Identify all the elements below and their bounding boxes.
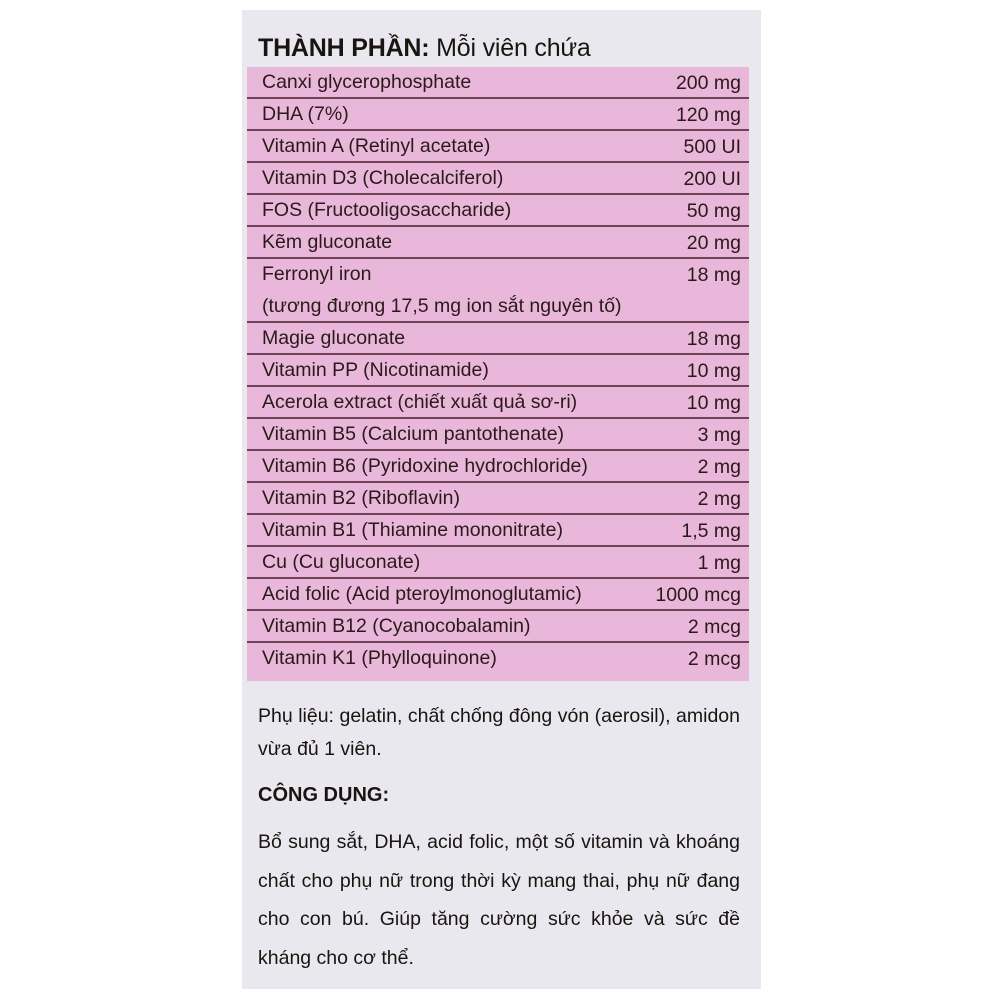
ingredient-row [247, 483, 749, 515]
ingredient-note: (tương đương 17,5 mg ion sắt nguyên tố) [262, 295, 622, 317]
ingredient-amount: 2 mcg [687, 616, 741, 638]
ingredient-amount: 10 mg [686, 360, 741, 382]
ingredient-name: Acid folic (Acid pteroylmonoglutamic) [262, 583, 582, 605]
ingredient-name: Vitamin A (Retinyl acetate) [262, 135, 491, 157]
ingredient-row [247, 99, 749, 131]
ingredient-name: Magie gluconate [262, 327, 406, 349]
ingredient-name: Kẽm gluconate [262, 231, 393, 253]
ingredient-name: DHA (7%) [262, 103, 349, 125]
ingredient-name: Vitamin K1 (Phylloquinone) [262, 647, 497, 669]
ingredient-name: Vitamin B1 (Thiamine mononitrate) [262, 519, 563, 541]
ingredient-amount: 18 mg [686, 328, 741, 350]
ingredient-amount: 1,5 mg [681, 520, 741, 542]
ingredient-row [247, 67, 749, 99]
label-card [242, 10, 761, 989]
ingredient-name: Vitamin B5 (Calcium pantothenate) [262, 423, 565, 445]
ingredients-table [247, 67, 749, 681]
ingredient-name: Ferronyl iron [262, 263, 372, 285]
ingredient-row [247, 163, 749, 195]
ingredient-amount: 2 mg [697, 488, 741, 510]
section-title-rest: Mỗi viên chứa [429, 34, 591, 62]
ingredient-row [247, 579, 749, 611]
ingredient-name: Canxi glycerophosphate [262, 71, 472, 93]
ingredient-row [247, 643, 749, 675]
ingredient-amount: 1 mg [697, 552, 741, 574]
ingredient-amount: 50 mg [686, 200, 741, 222]
ingredient-amount: 20 mg [686, 232, 741, 254]
ingredient-amount: 2 mg [697, 456, 741, 478]
ingredient-name: Vitamin B6 (Pyridoxine hydrochloride) [262, 455, 588, 477]
ingredient-row [247, 387, 749, 419]
section-title-bold: THÀNH PHẦN: [258, 34, 430, 62]
ingredient-amount: 1000 mcg [655, 584, 741, 606]
ingredient-row [247, 227, 749, 259]
ingredient-amount: 500 UI [683, 136, 741, 158]
ingredient-name: Cu (Cu gluconate) [262, 551, 421, 573]
uses-heading: CÔNG DỤNG: [258, 784, 390, 806]
ingredient-row [247, 195, 749, 227]
ingredient-name: Acerola extract (chiết xuất quả sơ-ri) [262, 391, 578, 413]
ingredient-row [247, 323, 749, 355]
ingredient-row [247, 547, 749, 579]
ingredient-row [247, 611, 749, 643]
ingredient-row [247, 419, 749, 451]
ingredient-name: Vitamin B2 (Riboflavin) [262, 487, 460, 509]
ingredient-amount: 10 mg [686, 392, 741, 414]
ingredient-amount: 120 mg [675, 104, 741, 126]
ingredient-name: FOS (Fructooligosaccharide) [262, 199, 512, 221]
ingredient-row [247, 515, 749, 547]
ingredient-amount: 200 mg [675, 72, 741, 94]
ingredient-row [247, 451, 749, 483]
section-title [258, 34, 591, 63]
excipients-text: Phụ liệu: gelatin, chất chống đông vón (aerosil), amidon vừa đủ 1 viên. [258, 705, 740, 760]
ingredient-name: Vitamin PP (Nicotinamide) [262, 359, 489, 381]
ingredient-name: Vitamin B12 (Cyanocobalamin) [262, 615, 531, 637]
ingredient-name: Vitamin D3 (Cholecalciferol) [262, 167, 504, 189]
ingredient-row [247, 259, 749, 323]
ingredient-amount: 3 mg [697, 424, 741, 446]
ingredient-amount: 200 UI [683, 168, 741, 190]
ingredient-row [247, 355, 749, 387]
ingredient-amount: 18 mg [686, 264, 741, 286]
ingredient-amount: 2 mcg [687, 648, 741, 670]
ingredient-row [247, 131, 749, 163]
uses-text: Bổ sung sắt, DHA, acid folic, một số vitamin và khoáng chất cho phụ nữ trong thời kỳ mang thai, phụ nữ đang cho con bú. Giúp tăng cường sức khỏe và sức đề kháng cho cơ thể. [258, 831, 740, 969]
